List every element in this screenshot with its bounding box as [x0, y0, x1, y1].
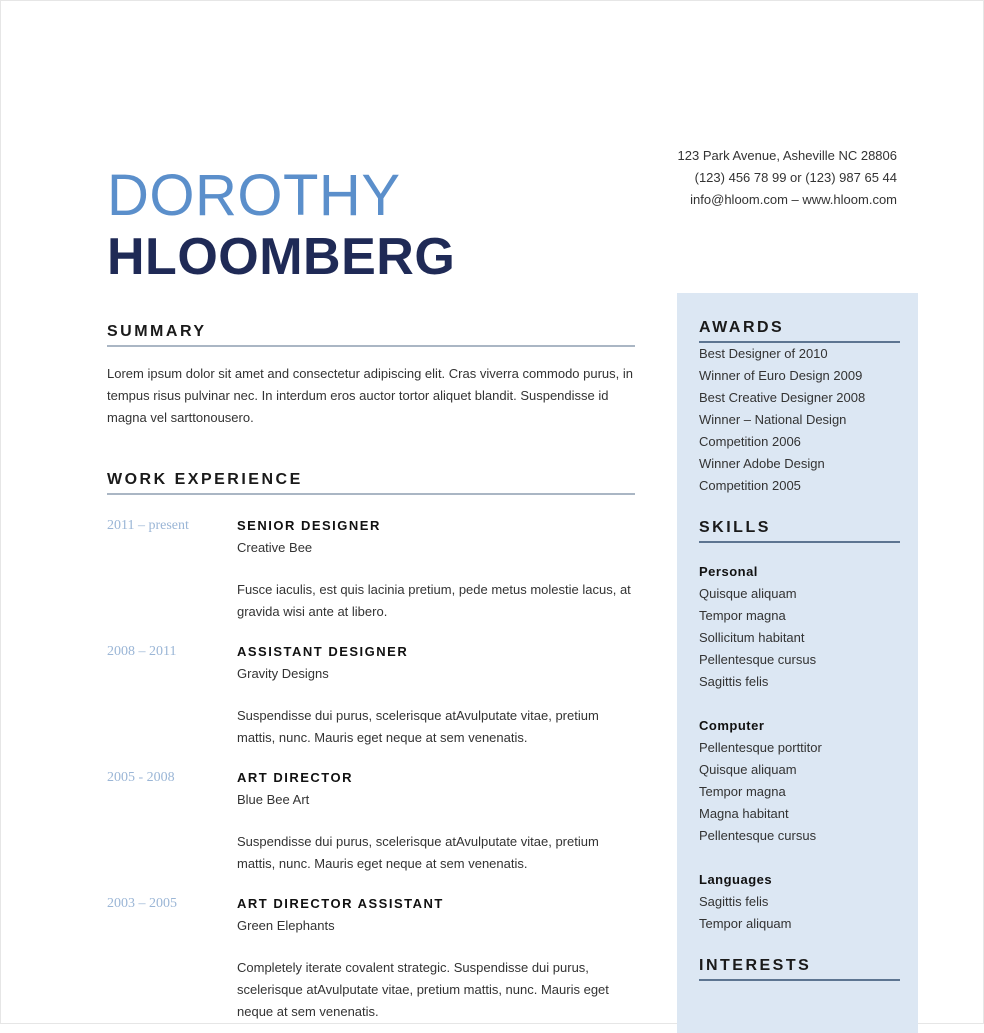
skill-item: Pellentesque cursus [699, 652, 817, 667]
job-description: Fusce iaculis, est quis lacinia pretium, pede metus molestie lacus, at gravida wisi ante at libero. [237, 582, 631, 619]
award-item: Competition 2006 [699, 434, 801, 449]
job-title: ASSISTANT DESIGNER [237, 644, 409, 659]
skill-item: Magna habitant [699, 806, 789, 821]
skill-item: Pellentesque porttitor [699, 740, 822, 755]
summary-text: Lorem ipsum dolor sit amet and consectetur adipiscing elit. Cras viverra commodo purus, in tempus risus pulvinar nec. In interdum eros auctor tortor aliquet blandit. Suspendisse id magna vel sarttonousero. [107, 366, 634, 425]
skill-item: Quisque aliquam [699, 762, 797, 777]
job-dates: 2011 – present [107, 518, 189, 533]
job-dates: 2008 – 2011 [107, 644, 177, 659]
job-dates: 2005 - 2008 [107, 770, 175, 785]
skill-group-computer [699, 715, 900, 847]
skill-item: Tempor aliquam [699, 916, 792, 931]
job-entry [107, 515, 635, 623]
award-item: Best Designer of 2010 [699, 346, 828, 361]
award-item: Winner of Euro Design 2009 [699, 368, 863, 383]
contact-web: info@hloom.com – www.hloom.com [690, 192, 897, 207]
job-entry [107, 641, 635, 749]
main-column [107, 323, 635, 1023]
skill-group-name: Computer [699, 718, 765, 733]
job-description: Suspendisse dui purus, scelerisque atAvulputate vitae, pretium mattis, nunc. Mauris eget neque at sem venenatis. [237, 834, 599, 871]
skill-item: Sagittis felis [699, 674, 769, 689]
skill-group-name: Personal [699, 564, 758, 579]
job-list [107, 515, 635, 1023]
last-name: HLOOMBERG [107, 228, 456, 286]
skill-item: Sollicitum habitant [699, 630, 805, 645]
skill-group-personal [699, 561, 900, 693]
job-entry [107, 767, 635, 875]
job-company: Gravity Designs [237, 666, 329, 681]
skill-item: Pellentesque cursus [699, 828, 817, 843]
name-block [107, 163, 455, 285]
skill-item: Quisque aliquam [699, 586, 797, 601]
skill-group-languages [699, 869, 900, 935]
interests-heading: INTERESTS [699, 957, 900, 981]
skill-item: Tempor magna [699, 784, 786, 799]
job-description: Suspendisse dui purus, scelerisque atAvulputate vitae, pretium mattis, nunc. Mauris eget neque at sem venenatis. [237, 708, 599, 745]
job-title: ART DIRECTOR [237, 770, 353, 785]
award-item: Winner Adobe Design [699, 456, 825, 471]
award-item: Competition 2005 [699, 478, 801, 493]
job-company: Green Elephants [237, 918, 335, 933]
award-item: Best Creative Designer 2008 [699, 390, 866, 405]
job-title: ART DIRECTOR ASSISTANT [237, 896, 444, 911]
job-dates: 2003 – 2005 [107, 896, 177, 911]
job-title: SENIOR DESIGNER [237, 518, 381, 533]
skill-item: Tempor magna [699, 608, 786, 623]
award-item: Winner – National Design [699, 412, 847, 427]
contact-phone: (123) 456 78 99 or (123) 987 65 44 [694, 170, 897, 185]
job-company: Creative Bee [237, 540, 313, 555]
job-company: Blue Bee Art [237, 792, 310, 807]
summary-heading: SUMMARY [107, 323, 635, 347]
contact-block [678, 145, 897, 211]
awards-list [699, 343, 900, 497]
job-entry [107, 893, 635, 1023]
first-name: DOROTHY [107, 163, 401, 228]
awards-heading: AWARDS [699, 319, 900, 343]
contact-address: 123 Park Avenue, Asheville NC 28806 [677, 148, 897, 163]
skill-group-name: Languages [699, 872, 773, 887]
skill-item: Sagittis felis [699, 894, 769, 909]
sidebar [677, 293, 918, 1033]
job-description: Completely iterate covalent strategic. Suspendisse dui purus, scelerisque atAvulputate vitae, pretium mattis, nunc. Mauris eget neque at sem venenatis. [237, 960, 609, 1019]
work-heading: WORK EXPERIENCE [107, 471, 635, 495]
skills-heading: SKILLS [699, 519, 900, 543]
